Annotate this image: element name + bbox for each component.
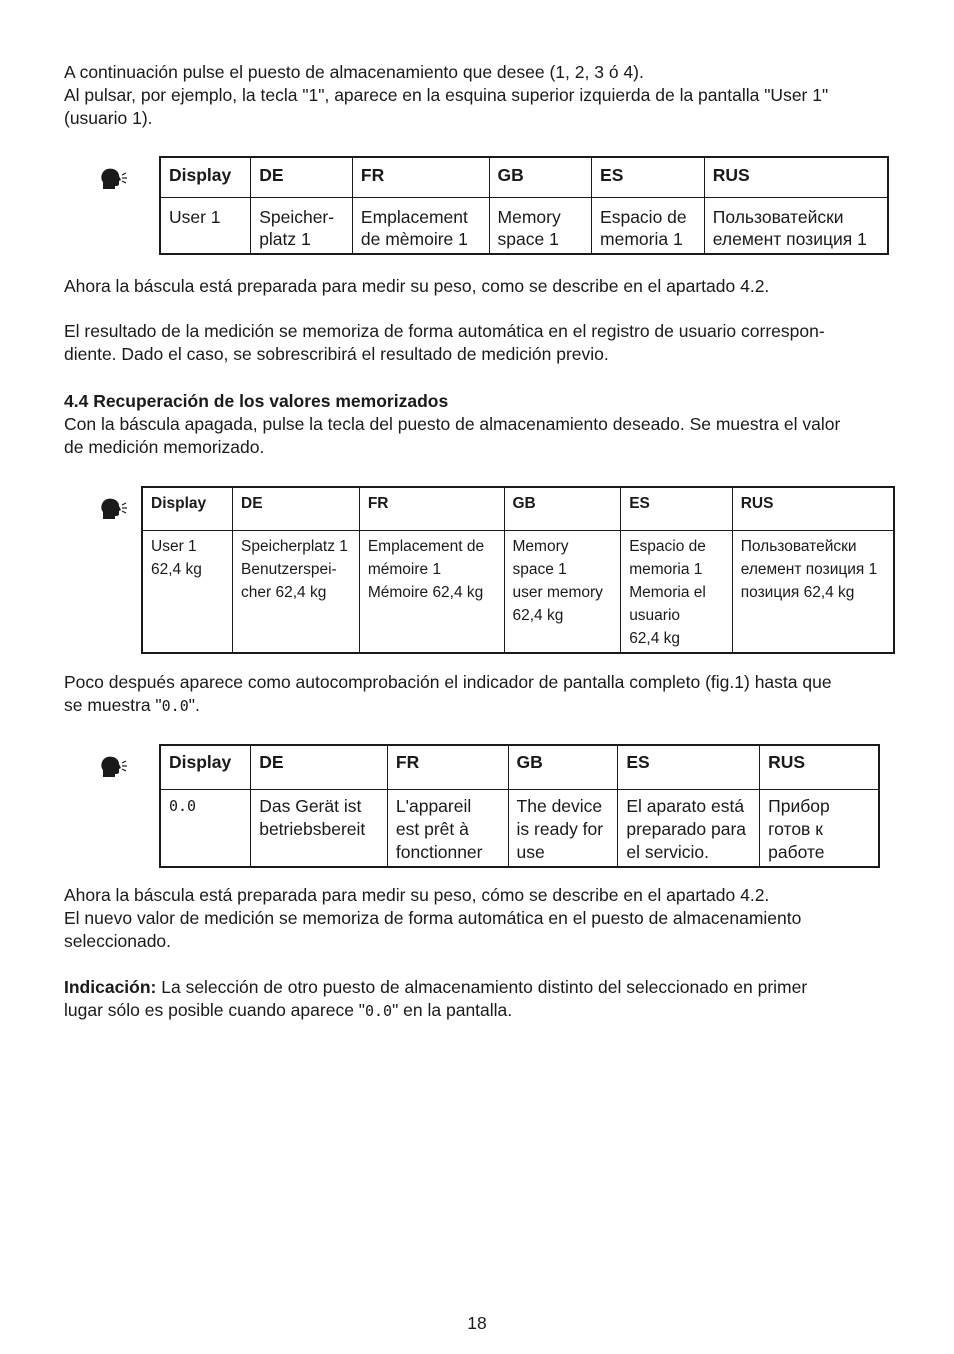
speaking-head-icon — [100, 167, 128, 191]
text-line: lugar sólo es posible cuando aparece "0.0" en la pantalla. — [64, 1000, 513, 1020]
table-cell: Speicherplatz 1 Benutzerspei- cher 62,4 kg — [233, 530, 360, 653]
table-cell: Speicher- platz 1 — [251, 197, 353, 254]
table-cell: Memory space 1 — [489, 197, 592, 254]
table-cell: Emplacement de mémoire 1 Mémoire 62,4 kg — [359, 530, 504, 653]
column-header: ES — [621, 487, 733, 530]
text-line: Poco después aparece como autocomprobación el indicador de pantalla completo (fig.1) hasta que — [64, 672, 832, 692]
column-header: GB — [489, 157, 592, 197]
text-line: seleccionado. — [64, 931, 172, 951]
lcd-display-value: 0.0 — [365, 1002, 393, 1020]
speaking-head-icon — [100, 755, 128, 779]
text-line: El resultado de la medición se memoriza de forma automática en el registro de usuario correspon- — [64, 321, 825, 341]
table-row — [160, 789, 879, 867]
lcd-display-value: 0.0 — [169, 796, 197, 815]
table-header-row — [160, 157, 888, 197]
table-cell: Memory space 1 user memory 62,4 kg — [504, 530, 621, 653]
text-line: de medición memorizado. — [64, 437, 265, 457]
column-header: Display — [160, 157, 251, 197]
paragraph-memorize — [64, 320, 894, 366]
table-cell: Espacio de memoria 1 Memoria el usuario 62,4 kg — [621, 530, 733, 653]
column-header: ES — [592, 157, 705, 197]
table-header-row — [142, 487, 894, 530]
table-cell: L'appareil est prêt à fonctionner — [387, 789, 508, 867]
display-table-user1 — [159, 156, 889, 255]
column-header: Display — [160, 745, 251, 789]
column-header: ES — [618, 745, 760, 789]
paragraph-new-value — [64, 884, 894, 953]
table-cell: Emplacement de mèmoire 1 — [352, 197, 489, 254]
page-number: 18 — [467, 1313, 487, 1333]
table-cell: Пользоватейски елемент позиция 1 — [704, 197, 888, 254]
column-header: FR — [387, 745, 508, 789]
text-line: diente. Dado el caso, se sobrescribirá el resultado de medición previo. — [64, 344, 609, 364]
table-cell: User 1 62,4 kg — [142, 530, 233, 653]
text-line: Indicación: La selección de otro puesto de almacenamiento distinto del seleccionado en primer — [64, 977, 808, 997]
table-cell: Прибор готов к работе — [760, 789, 879, 867]
column-header: DE — [251, 157, 353, 197]
column-header: GB — [504, 487, 621, 530]
paragraph-ready — [64, 275, 894, 298]
table-row — [160, 197, 888, 254]
text-line: Al pulsar, por ejemplo, la tecla "1", aparece en la esquina superior izquierda de la pantalla "User 1" — [64, 85, 829, 105]
text-line: se muestra "0.0". — [64, 695, 200, 715]
note-paragraph — [64, 976, 894, 1023]
text-line: Ahora la báscula está preparada para medir su peso, cómo se describe en el apartado 4.2. — [64, 885, 770, 905]
table-header-row — [160, 745, 879, 789]
text-line: (usuario 1). — [64, 108, 153, 128]
section-4-4 — [64, 390, 894, 459]
table-cell — [160, 789, 251, 867]
table-cell: Espacio de memoria 1 — [592, 197, 705, 254]
text-line: A continuación pulse el puesto de almacenamiento que desee (1, 2, 3 ó 4). — [64, 62, 644, 82]
note-label: Indicación: — [64, 977, 157, 997]
speaking-head-icon — [100, 497, 128, 521]
table-cell: User 1 — [160, 197, 251, 254]
section-heading: 4.4 Recuperación de los valores memorizados — [64, 391, 449, 411]
column-header: Display — [142, 487, 233, 530]
column-header: GB — [508, 745, 618, 789]
text-line: Con la báscula apagada, pulse la tecla del puesto de almacenamiento deseado. Se muestra el valor — [64, 414, 841, 434]
column-header: FR — [352, 157, 489, 197]
column-header: RUS — [704, 157, 888, 197]
table-row — [142, 530, 894, 653]
table-cell: Das Gerät ist betriebsbereit — [251, 789, 388, 867]
lcd-display-value: 0.0 — [161, 697, 189, 715]
table-cell: The device is ready for use — [508, 789, 618, 867]
column-header: FR — [359, 487, 504, 530]
column-header: RUS — [732, 487, 894, 530]
text-line: El nuevo valor de medición se memoriza de forma automática en el puesto de almacenamiento — [64, 908, 802, 928]
display-table-stored-value — [141, 486, 895, 654]
column-header: DE — [233, 487, 360, 530]
column-header: RUS — [760, 745, 879, 789]
display-table-ready — [159, 744, 880, 868]
text-line: Ahora la báscula está preparada para medir su peso, como se describe en el apartado 4.2. — [64, 276, 770, 296]
paragraph-selftest — [64, 671, 894, 718]
table-cell: El aparato está preparado para el servicio. — [618, 789, 760, 867]
intro-paragraph — [64, 61, 894, 130]
table-cell: Пользоватейски елемент позиция 1 позиция 62,4 kg — [732, 530, 894, 653]
column-header: DE — [251, 745, 388, 789]
